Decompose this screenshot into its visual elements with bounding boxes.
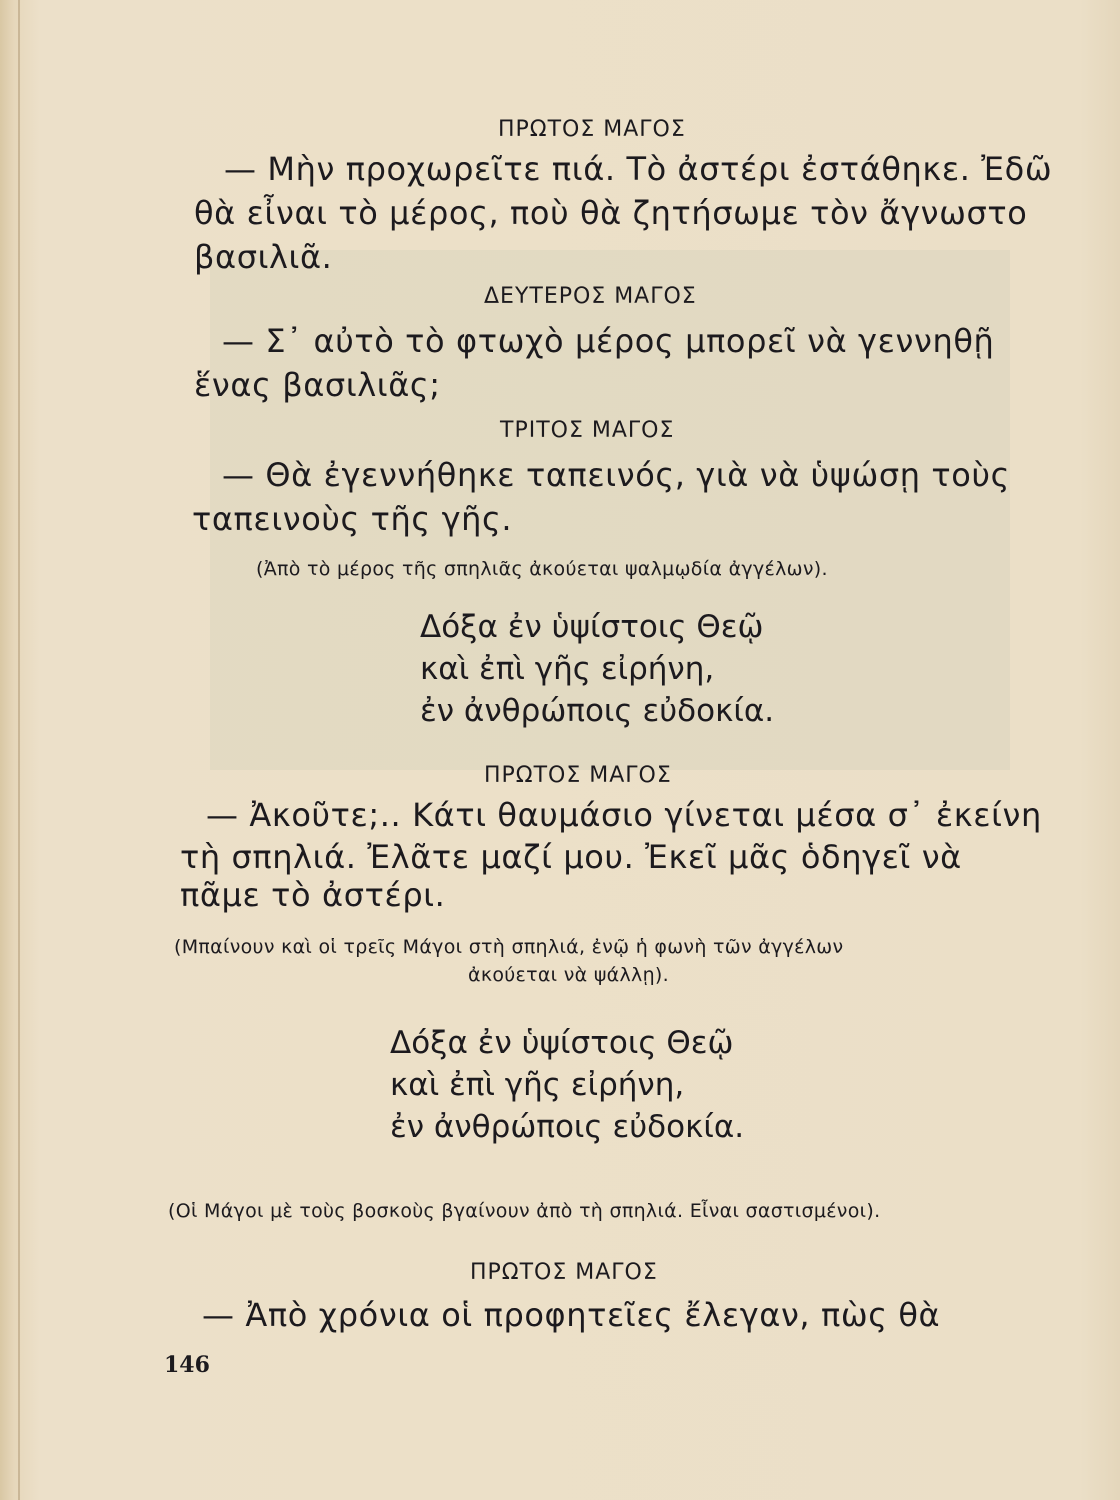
dialogue-line: βασιλιᾶ.	[194, 238, 333, 276]
speaker-heading: ΤΡΙΤΟΣ ΜΑΓΟΣ	[500, 418, 675, 443]
page-number: 146	[164, 1352, 210, 1378]
dialogue-line: — Θὰ ἐγεννήθηκε ταπεινός, γιὰ νὰ ὑψώσῃ τοὺς	[222, 456, 1010, 494]
hymn-verse	[420, 606, 774, 732]
stage-direction: (Οἱ Μάγοι μὲ τοὺς βοσκοὺς βγαίνουν ἀπὸ τὴ σπηλιά. Εἶναι σαστισμένοι).	[168, 1200, 881, 1222]
stage-direction: (Μπαίνουν καὶ οἱ τρεῖς Μάγοι στὴ σπηλιά, ἐνῷ ἡ φωνὴ τῶν ἀγγέλων	[174, 936, 844, 958]
speaker-heading: ΠΡΩΤΟΣ ΜΑΓΟΣ	[498, 117, 686, 142]
stage-direction: (Ἀπὸ τὸ μέρος τῆς σπηλιᾶς ἀκούεται ψαλμῳδία ἀγγέλων).	[256, 558, 828, 580]
hymn-line: καὶ ἐπὶ γῆς εἰρήνη,	[390, 1067, 685, 1103]
hymn-line: Δόξα ἐν ὑψίστοις Θεῷ	[390, 1025, 734, 1061]
dialogue-line: ταπεινοὺς τῆς γῆς.	[192, 500, 513, 538]
dialogue-line: — Σ᾽ αὐτὸ τὸ φτωχὸ μέρος μπορεῖ νὰ γεννηθῇ	[222, 322, 995, 360]
dialogue-line: ἕνας βασιλιᾶς;	[194, 366, 441, 404]
speaker-heading: ΠΡΩΤΟΣ ΜΑΓΟΣ	[470, 1260, 658, 1285]
hymn-verse	[390, 1022, 744, 1148]
stage-direction: ἀκούεται νὰ ψάλλῃ).	[468, 964, 669, 986]
dialogue-line: τὴ σπηλιά. Ἐλᾶτε μαζί μου. Ἐκεῖ μᾶς ὁδηγεῖ νὰ	[180, 838, 962, 876]
dialogue-line: — Μὴν προχωρεῖτε πιά. Τὸ ἀστέρι ἐστάθηκε. Ἐδῶ	[224, 150, 1053, 188]
dialogue-line: — Ἀπὸ χρόνια οἱ προφητεῖες ἔλεγαν, πὼς θὰ	[202, 1296, 941, 1334]
hymn-line: καὶ ἐπὶ γῆς εἰρήνη,	[420, 651, 715, 687]
dialogue-line: θὰ εἶναι τὸ μέρος, ποὺ θὰ ζητήσωμε τὸν ἄγνωστο	[194, 194, 1028, 232]
speaker-heading: ΠΡΩΤΟΣ ΜΑΓΟΣ	[484, 763, 672, 788]
speaker-heading: ΔΕΥΤΕΡΟΣ ΜΑΓΟΣ	[484, 284, 697, 309]
hymn-line: Δόξα ἐν ὑψίστοις Θεῷ	[420, 609, 764, 645]
dialogue-line: — Ἀκοῦτε;.. Κάτι θαυμάσιο γίνεται μέσα σ᾽ ἐκείνη	[206, 796, 1042, 834]
dialogue-line: πᾶμε τὸ ἀστέρι.	[180, 876, 446, 914]
hymn-line: ἐν ἀνθρώποις εὐδοκία.	[390, 1109, 745, 1145]
page-gutter	[18, 0, 20, 1500]
hymn-line: ἐν ἀνθρώποις εὐδοκία.	[420, 693, 775, 729]
